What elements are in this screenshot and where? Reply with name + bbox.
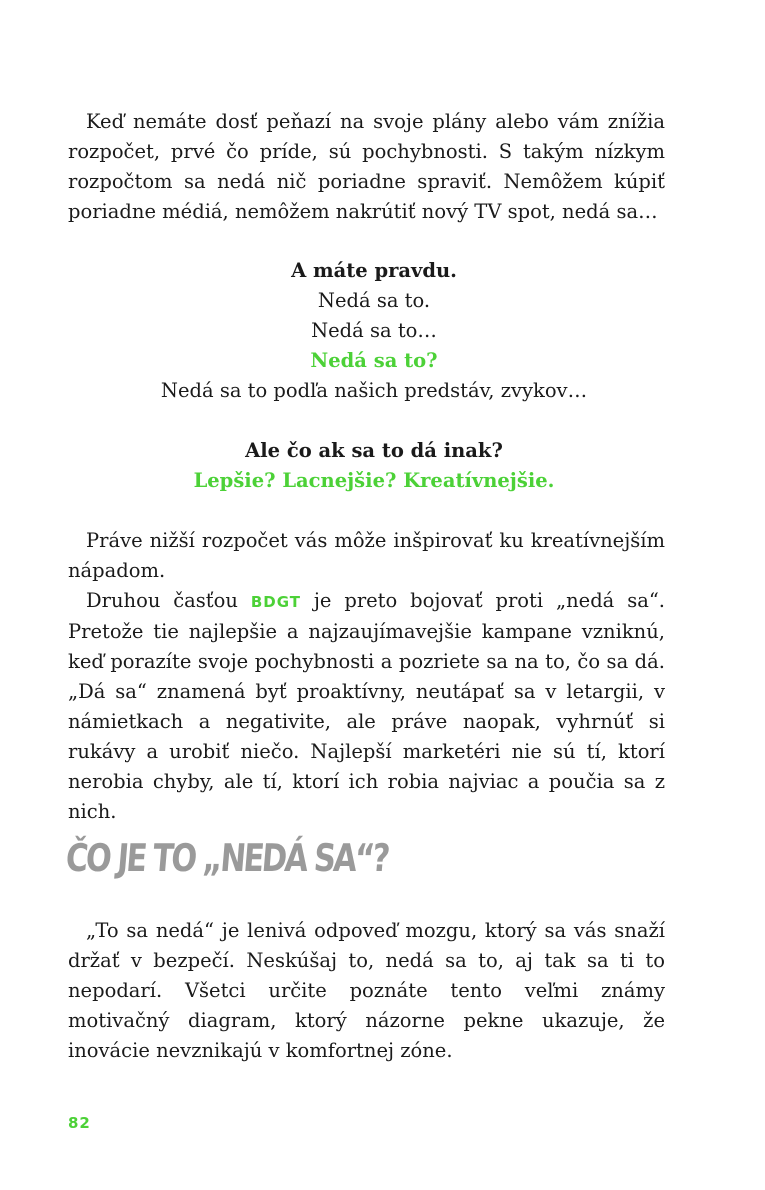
comfort-zone-paragraph: „To sa nedá“ je lenivá odpoveď mozgu, ktorý sa vás snaží držať v bezpečí. Neskúšaj to, nedá sa to, aj tak sa ti to nepodarí. Všetci určite poznáte tento veľmi známy motivačný diagram, ktorý názorne pekne ukazuje, že inovácie nevznikajú v komfortnej zóne. bbox=[68, 919, 665, 1062]
question-line: Ale čo ak sa to dá inak? bbox=[245, 439, 503, 462]
truth-line-5: Nedá sa to podľa našich predstáv, zvykov… bbox=[160, 379, 588, 402]
brand-logo-text: BDGT bbox=[250, 593, 301, 611]
truth-line-2: Nedá sa to. bbox=[317, 289, 431, 312]
page-number: 82 bbox=[68, 1114, 91, 1132]
bdgt-paragraph-rest: je preto bojovať proti „nedá sa“. Pretože tie najlepšie a najzaujímavejšie kampane vzniknú, keď porazíte svoje pochybnosti a pozriete sa na to, čo sa dá. „Dá sa“ znamená byť proaktívny, neutápať sa v letargii, v námietkach a negativite, ale práve naopak, vyhrnúť si rukávy a urobiť niečo. Najlepší marketéri nie sú tí, ktorí nerobia chyby, ale tí, ktorí ich robia najviac a poučia sa z nich. bbox=[68, 589, 665, 823]
bdgt-paragraph-start: Druhou časťou bbox=[86, 589, 251, 612]
question-block bbox=[68, 436, 680, 496]
section-heading: ČO JE TO „NEDÁ SA“? bbox=[64, 836, 390, 880]
truth-line-3: Nedá sa to… bbox=[311, 319, 437, 342]
bdgt-paragraph bbox=[68, 586, 665, 827]
truth-block bbox=[68, 256, 680, 406]
budget-paragraph: Práve nižší rozpočet vás môže inšpirovať ku kreatívnejším nápadom. bbox=[68, 529, 665, 582]
intro-paragraph: Keď nemáte dosť peňazí na svoje plány alebo vám znížia rozpočet, prvé čo príde, sú pochybnosti. S takým nízkym rozpočtom sa nedá nič poriadne spraviť. Nemôžem kúpiť poriadne médiá, nemôžem nakrútiť nový TV spot, nedá sa… bbox=[68, 110, 665, 223]
truth-line-4: Nedá sa to? bbox=[310, 349, 438, 372]
truth-line-1: A máte pravdu. bbox=[291, 259, 457, 282]
answer-line: Lepšie? Lacnejšie? Kreatívnejšie. bbox=[193, 469, 555, 492]
